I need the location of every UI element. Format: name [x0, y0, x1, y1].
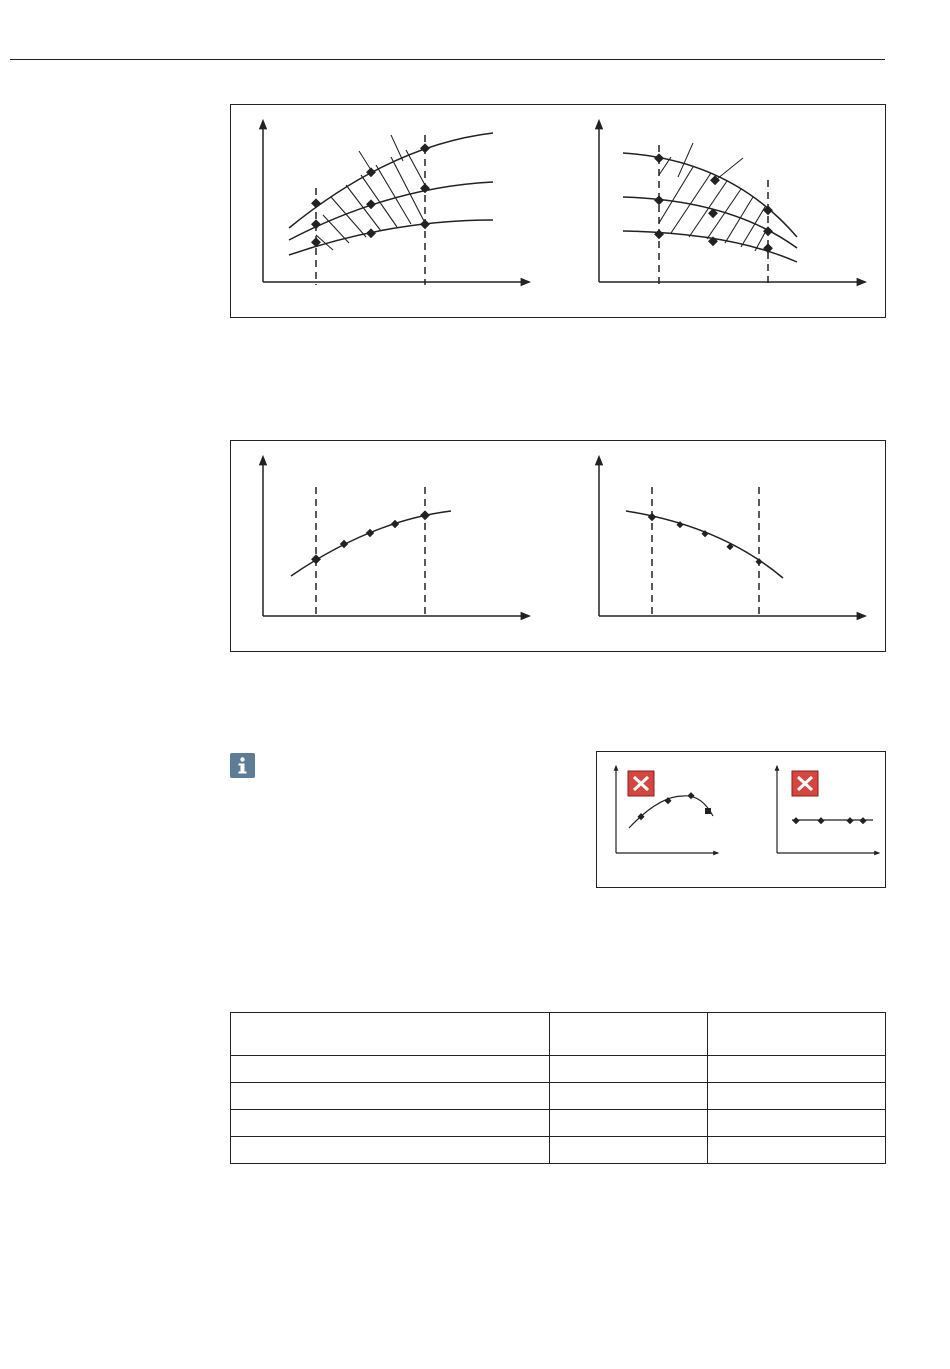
data-markers: [792, 817, 866, 824]
panel-invalid-flat: [777, 766, 879, 853]
figure-curve-families-svg: [231, 105, 885, 317]
leader-line-1: [359, 151, 371, 170]
table-header-cell: [231, 1013, 550, 1056]
table-cell: [231, 1137, 550, 1164]
figure-curve-families: [230, 104, 886, 318]
header-rule: [10, 59, 885, 60]
panel-rising-single: [263, 457, 529, 619]
curve: [291, 511, 451, 576]
figure-invalid-examples-svg: [597, 752, 885, 887]
red-cross-icon: [628, 771, 654, 796]
curve: [626, 511, 783, 578]
table-cell: [231, 1110, 550, 1137]
figure-single-curves: [230, 440, 886, 652]
table-cell: [550, 1083, 708, 1110]
figure-single-curves-svg: [231, 441, 885, 651]
info-icon: [230, 753, 255, 778]
data-table: [230, 1012, 885, 1164]
table-cell: [708, 1137, 886, 1164]
info-icon-glyph: [230, 753, 255, 778]
panel-falling-single: [599, 457, 865, 619]
table-row: [231, 1137, 886, 1164]
curve-top: [623, 153, 797, 237]
table-cell: [231, 1056, 550, 1083]
data-markers: [311, 143, 430, 247]
figure-invalid-examples: [596, 751, 886, 888]
table-cell: [550, 1110, 708, 1137]
red-cross-icon: [792, 771, 818, 796]
table-row: [231, 1056, 886, 1083]
table-cell: [708, 1083, 886, 1110]
panel-invalid-peaked: [616, 766, 718, 853]
table-cell: [231, 1083, 550, 1110]
table-header-cell: [550, 1013, 708, 1056]
table-header-cell: [708, 1013, 886, 1056]
leader-line-1: [678, 143, 693, 177]
curve-top: [289, 133, 493, 228]
data-markers: [648, 513, 763, 565]
table-cell: [708, 1056, 886, 1083]
panel-falling-family: [599, 121, 865, 285]
leader-line-2: [391, 135, 403, 161]
table-row: [231, 1083, 886, 1110]
table-cell: [708, 1110, 886, 1137]
table: [230, 1012, 886, 1164]
panel-rising-family: [263, 121, 529, 285]
data-markers: [654, 153, 773, 253]
table-row: [231, 1110, 886, 1137]
table-cell: [550, 1056, 708, 1083]
leader-line-2: [717, 158, 743, 179]
table-cell: [550, 1137, 708, 1164]
table-header-row: [231, 1013, 886, 1056]
